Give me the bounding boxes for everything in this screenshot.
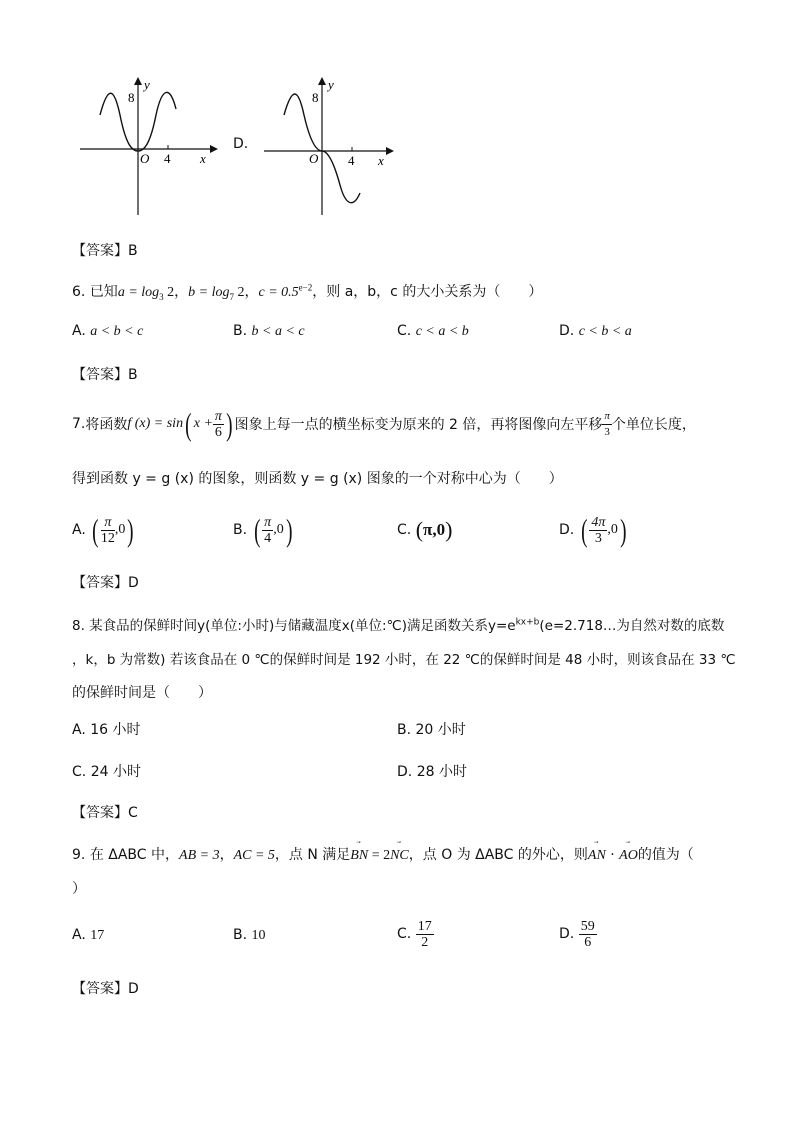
- q8-option-c[interactable]: C. 24 小时: [72, 764, 141, 780]
- q9-option-d[interactable]: D. $\frac{59}{6}$: [559, 918, 595, 950]
- q5-answer-line: [72, 240, 138, 260]
- graph-left-y-label: y: [144, 77, 150, 92]
- q7-stem-line2: 得到函数 y = g (x) 的图象，则函数 y = g (x) 图象的一个对称中心为（ ）: [72, 471, 563, 487]
- q9-option-c[interactable]: C. $\frac{17}{2}$: [397, 918, 432, 950]
- q8-stem-line1: 8. 某食品的保鲜时间y(单位:小时)与储藏温度x(单位:℃)满足函数关系$y=e^{kx+b}(e=2.718\dots$为自然对数的底数: [72, 617, 725, 634]
- graph-right-y-tick: 8: [312, 90, 319, 105]
- q6-answer-line: 【答案】B: [72, 367, 138, 383]
- q7-answer-line: 【答案】D: [72, 575, 139, 591]
- graph-option-d: [262, 75, 394, 217]
- q6-option-c[interactable]: C. c < a < b: [397, 323, 469, 339]
- q8-answer: C: [128, 805, 138, 821]
- graph-left-origin: O: [140, 151, 150, 166]
- q5-answer: B: [128, 243, 138, 259]
- q9-answer-line: 【答案】D: [72, 981, 139, 997]
- graph-right-origin: O: [309, 151, 319, 166]
- q9-answer: D: [128, 981, 139, 997]
- q8-stem-line3: 的保鲜时间是（ ）: [72, 685, 212, 701]
- q6-option-d[interactable]: D. c < b < a: [559, 323, 632, 339]
- graph-left-y-tick: 8: [128, 90, 135, 105]
- graph-option-c: [78, 75, 218, 217]
- q8-answer-line: 【答案】C: [72, 805, 138, 821]
- answer-tag: 【答案】: [72, 243, 128, 259]
- q6-stem: 6. 已知$a = \log_3 2$，$b = \log_7 2$，$c = 0.5^{e-2}$，则 a，b，c 的大小关系为（ ）: [72, 282, 543, 302]
- graph-right-y-label: y: [328, 77, 334, 92]
- option-d-label: D.: [233, 136, 249, 152]
- q9-option-b[interactable]: B. 10: [233, 927, 266, 943]
- q8-option-d[interactable]: D. 28 小时: [397, 764, 467, 780]
- q8-option-a[interactable]: A. 16 小时: [72, 722, 141, 738]
- q7-option-c[interactable]: C. ( π,0 ): [397, 517, 453, 542]
- q7-option-b[interactable]: B. ( $\frac{\pi}{4}$ ,0 ): [233, 512, 293, 548]
- q7-stem-line1: 7. 将函数 f (x) = sin ( x + $\frac{\pi}{6}$ ) 图象上每一点的横坐标变为原来的 2 倍，再将图像向左平移 $\frac{\pi}{3}$ 个单位长度，: [72, 406, 696, 442]
- graph-left-x-tick: 4: [164, 151, 171, 166]
- graph-right-x-label: x: [378, 153, 384, 168]
- q6-option-a[interactable]: A. a < b < c: [72, 323, 144, 339]
- q8-stem-line2: ，k，b 为常数) 若该食品在 0 ℃的保鲜时间是 192 小时，在 22 ℃的保鲜时间是 48 小时，则该食品在 33 ℃: [72, 652, 736, 668]
- q6-answer: B: [128, 367, 138, 383]
- q9-stem-line2: ）: [72, 881, 86, 897]
- q9-option-a[interactable]: A. 17: [72, 927, 105, 943]
- q7-option-d[interactable]: D. ( $\frac{4\pi}{3}$ ,0 ): [559, 512, 627, 548]
- q7-option-a[interactable]: A. ( $\frac{\pi}{12}$ ,0 ): [72, 512, 134, 548]
- q6-option-b[interactable]: B. b < a < c: [233, 323, 305, 339]
- q7-answer: D: [128, 575, 139, 591]
- q9-stem-line1: 9. 在 ΔABC 中，AB = 3，AC = 5，点 N 满足 BN = 2 NC，点 O 为 ΔABC 的外心，则 AN · AO的值为（: [72, 847, 694, 863]
- graph-right-x-tick: 4: [348, 153, 355, 168]
- q8-option-b[interactable]: B. 20 小时: [397, 722, 466, 738]
- graph-left-x-label: x: [200, 151, 206, 166]
